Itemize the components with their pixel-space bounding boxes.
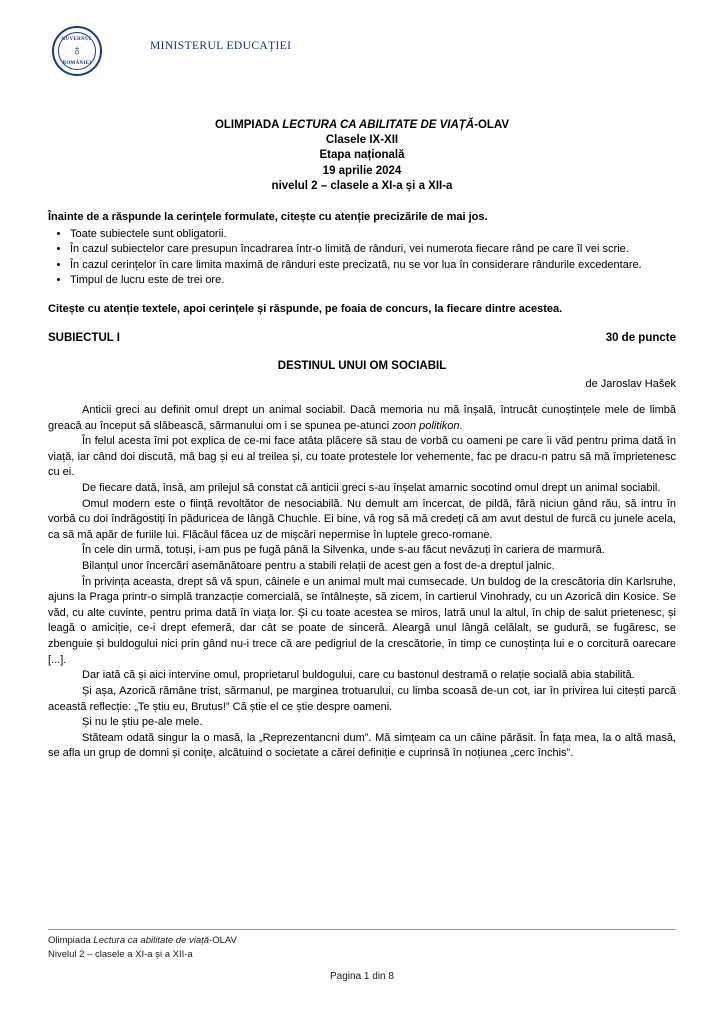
instructions-closing: Citește cu atenție textele, apoi cerințele și răspunde, pe foaia de concurs, la fiecare dintre acestea. [48, 302, 563, 315]
list-item: • În cazul cerințelor în care limita maximă de rânduri este precizată, nu se vor lua în considerare rândurile excedentare. [70, 258, 676, 273]
text-paragraph [48, 403, 676, 434]
text-body [48, 403, 676, 762]
footer-italic: Lectura ca abilitate de viață [93, 935, 210, 947]
document-footer [48, 929, 676, 982]
title-prefix: OLIMPIADA [214, 119, 283, 131]
paragraph-text: Stăteam odată singur la o masă, la „Reprezentancni dum”. Mă simțeam ca un câine părăsit. În fața mea, la o altă masă, se afla un grup de domni și conițe, alcătuind o societate a cărei definiție e cuprinsă în noțiunea „cerc închis”. [48, 731, 676, 760]
list-item: • În cazul subiectelor care presupun încadrarea într-o limită de rânduri, vei numerota fiecare rând pe care îl vei scrie. [70, 242, 676, 257]
text-paragraph [48, 543, 676, 559]
footer-line-1 [48, 934, 676, 947]
subject-row [48, 332, 676, 344]
paragraph-text: Bilanțul unor încercări asemănătoare pentru a stabili relații de acest gen a fost de-a dreptul jalnic. [82, 560, 555, 573]
list-item: • Toate subiectele sunt obligatorii. [70, 227, 676, 242]
title-line-5: nivelul 2 – clasele a XI-a și a XII-a [271, 179, 453, 192]
instructions-list [48, 227, 676, 288]
romania-government-crest-icon [52, 26, 102, 76]
text-author: de Jaroslav Hašek [585, 377, 676, 390]
crest-bottom-text: ROMÂNIEI [62, 61, 92, 66]
title-line-1 [48, 118, 676, 133]
footer-divider [48, 929, 676, 930]
olympiad-title-block [48, 118, 676, 194]
title-line-2: Clasele IX-XII [325, 134, 399, 147]
paragraph-text: Anticii greci au definit omul drept un animal sociabil. Dacă memoria nu mă înșală, întrucât cunoștințele mele de limbă greacă au început să slăbească, sărmanului om i se spunea pe-atunci [48, 403, 676, 432]
paragraph-text: Și nu le știu pe-ale mele. [82, 716, 203, 729]
footer-prefix: Olimpiada [48, 935, 94, 947]
title-line-3: Etapa națională [319, 149, 405, 162]
text-paragraph [48, 684, 676, 715]
footer-line-2: Nivelul 2 – clasele a XI-a și a XII-a [48, 948, 193, 960]
paragraph-text: În privința aceasta, drept să vă spun, câinele e un animal mult mai cumsecade. Un buldog de la crescătoria din Karlsruhe, ajuns la Praga printr-o simplă tranzacție comercială, se întâlnește, să zicem, în cartierul Vinohrady, cu un Azorică din Kosice. Se văd, cu alte cuvinte, pentru prima dată în viața lor. Și cu toate acestea se miros, latră unul la altul, în chip de salut prietenesc, și leagă o amiciție, ce-i drept efemeră, dar cât se poate de sinceră. Aleargă unul lângă celălalt, se gudură, se fugăresc, se zbenguie și buldogului nici prin gând nu-i trece că are pedigriul de la crescătorie, în timp ce cunoștința lui e o corcitură oarecare [...]. [48, 575, 676, 666]
footer-suffix: -OLAV [209, 935, 237, 947]
document-header [48, 26, 676, 82]
list-item: • Timpul de lucru este de trei ore. [70, 273, 676, 288]
text-paragraph [48, 575, 676, 669]
ministry-name: MINISTERUL EDUCAȚIEI [150, 40, 292, 52]
text-paragraph [48, 434, 676, 481]
text-paragraph [48, 668, 676, 684]
subject-label: SUBIECTUL I [48, 331, 120, 344]
crest-top-text: GUVERNUL [61, 37, 93, 42]
paragraph-text: De fiecare dată, însă, am prilejul să constat că anticii greci s-au înșelat amarnic socotind omul drept un animal sociabil. [82, 481, 661, 494]
paragraph-text: În cele din urmă, totuși, i-am pus pe fugă până la Silvenka, unde s-au făcut nevăzuți în cariera de marmură. [82, 544, 605, 557]
text-paragraph [48, 497, 676, 544]
title-suffix: -OLAV [474, 119, 510, 131]
subject-points: 30 de puncte [605, 331, 676, 344]
text-paragraph [48, 731, 676, 762]
emphasis-text: zoon politikon [392, 419, 460, 432]
paragraph-text: Dar iată că și aici intervine omul, proprietarul buldogului, care cu bastonul destramă o relație socială abia stabilită. [82, 669, 635, 682]
paragraph-text: Și așa, Azorică rămâne trist, sărmanul, pe marginea trotuarului, cu limba scoasă de-un cot, iar în privirea lui citești parcă această reflecție: „Te știu eu, Brutus!” Că știe el ce știe despre oameni. [48, 684, 676, 713]
paragraph-text: . [459, 419, 463, 432]
paragraph-text: Omul modern este o ființă revoltător de nesociabilă. Nu demult am încercat, de pildă, fără niciun gând rău, să intru în vorbă cu doi îndrăgostiți în păduricea de lângă Chuchle. Ei bine, vă rog să mă credeți că am avut destul de furcă cu junele acela, ca să mă apăr de furiile lui. Flăcăul făcea uz de mișcări nepermise în luptele greco-romane. [48, 497, 676, 541]
text-paragraph [48, 481, 676, 497]
title-italic: LECTURA CA ABILITATE DE VIAȚĂ [282, 119, 475, 131]
title-line-4: 19 aprilie 2024 [322, 164, 402, 177]
crest-eagle-icon: ♁ [71, 42, 83, 59]
instructions-lead: Înainte de a răspunde la cerințele formulate, citește cu atenție precizările de mai jos. [48, 210, 488, 223]
paragraph-text: În felul acesta îmi pot explica de ce-mi face atâta plăcere să stau de vorbă cu oameni pe care îi văd pentru prima dată în viață, iar când doi discută, mă bag și eu al treilea și, cu toate protestele lor vehemente, fac pe dracu-n patru să mă împrietenesc cu ei. [48, 435, 676, 479]
text-title: DESTINUL UNUI OM SOCIABIL [277, 359, 447, 372]
text-paragraph [48, 715, 676, 731]
page-number: Pagina 1 din 8 [330, 971, 394, 982]
text-paragraph [48, 559, 676, 575]
